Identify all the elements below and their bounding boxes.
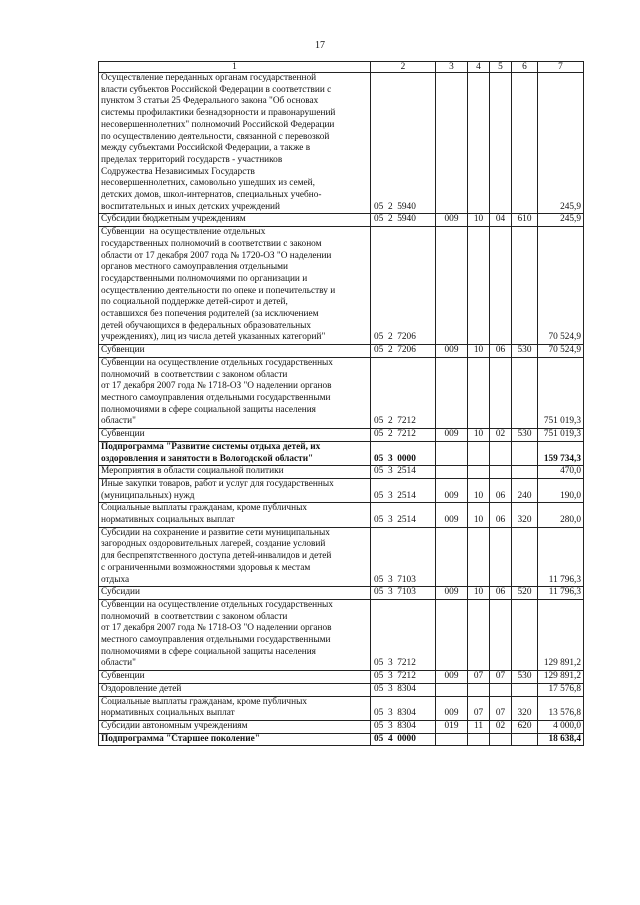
row-amount: 17 576,8 xyxy=(538,683,584,696)
header-col-1: 1 xyxy=(99,62,371,73)
row-target-code: 05 3 8304 xyxy=(371,696,436,720)
row-target-code: 05 3 0000 xyxy=(371,441,436,465)
row-section: 10 xyxy=(468,503,490,527)
table-row xyxy=(99,720,584,733)
row-expense-type xyxy=(512,357,538,428)
row-section xyxy=(468,227,490,345)
row-amount: 129 891,2 xyxy=(538,599,584,670)
row-section xyxy=(468,733,490,746)
row-section xyxy=(468,527,490,587)
row-ministry-code xyxy=(436,441,468,465)
row-section: 11 xyxy=(468,720,490,733)
row-expense-type xyxy=(512,599,538,670)
row-expense-type: 530 xyxy=(512,671,538,684)
table-row xyxy=(99,73,584,214)
row-subsection: 06 xyxy=(490,503,512,527)
row-description: Подпрограмма "Старшее поколение" xyxy=(99,733,371,746)
row-target-code: 05 2 5940 xyxy=(371,73,436,214)
row-ministry-code: 009 xyxy=(436,587,468,600)
row-description: Субвенции на осуществление отдельных государственных полномочий в соответствии с законом области от 17 декабря 2007 года № 1718-ОЗ "О наделении органов местного самоуправления отдельными государственными полномочиями в сфере социальной защиты населения области" xyxy=(99,357,371,428)
row-target-code: 05 3 7103 xyxy=(371,587,436,600)
row-target-code: 05 2 5940 xyxy=(371,214,436,227)
table-row xyxy=(99,466,584,479)
row-section: 10 xyxy=(468,345,490,358)
header-col-7: 7 xyxy=(538,62,584,73)
table-row xyxy=(99,733,584,746)
row-expense-type xyxy=(512,73,538,214)
row-description: Субвенции xyxy=(99,345,371,358)
row-section: 10 xyxy=(468,429,490,442)
row-amount: 245,9 xyxy=(538,214,584,227)
row-section: 07 xyxy=(468,671,490,684)
row-amount: 70 524,9 xyxy=(538,227,584,345)
page-number: 17 xyxy=(315,40,325,51)
row-expense-type xyxy=(512,441,538,465)
row-description: Субсидии xyxy=(99,587,371,600)
row-description: Социальные выплаты гражданам, кроме публичных нормативных социальных выплат xyxy=(99,503,371,527)
row-expense-type xyxy=(512,733,538,746)
row-ministry-code xyxy=(436,683,468,696)
row-section: 07 xyxy=(468,696,490,720)
table-row xyxy=(99,345,584,358)
row-target-code: 05 3 7103 xyxy=(371,527,436,587)
row-description: Мероприятия в области социальной политики xyxy=(99,466,371,479)
row-section: 10 xyxy=(468,587,490,600)
row-expense-type xyxy=(512,227,538,345)
row-subsection xyxy=(490,466,512,479)
row-ministry-code: 009 xyxy=(436,503,468,527)
table-row xyxy=(99,599,584,670)
row-description: Субвенции на осуществление отдельных государственных полномочий в соответствии с законом области от 17 декабря 2007 года № 1718-ОЗ "О наделении органов местного самоуправления отдельными государственными полномочиями в сфере социальной защиты населения области" xyxy=(99,599,371,670)
row-section xyxy=(468,357,490,428)
table-row xyxy=(99,587,584,600)
row-section xyxy=(468,73,490,214)
row-expense-type xyxy=(512,466,538,479)
row-section xyxy=(468,441,490,465)
row-section: 10 xyxy=(468,214,490,227)
row-description: Оздоровление детей xyxy=(99,683,371,696)
row-expense-type xyxy=(512,683,538,696)
row-target-code: 05 3 2514 xyxy=(371,478,436,502)
row-section xyxy=(468,599,490,670)
row-amount: 70 524,9 xyxy=(538,345,584,358)
row-amount: 11 796,3 xyxy=(538,527,584,587)
table-row xyxy=(99,227,584,345)
row-description: Субвенции xyxy=(99,429,371,442)
row-subsection: 06 xyxy=(490,587,512,600)
row-description: Субсидии на сохранение и развитие сети муниципальных загородных оздоровительных лагерей, создание условий для беспрепятственного доступа детей-инвалидов и детей с ограниченными возможностями здоровья к местам отдыха xyxy=(99,527,371,587)
row-target-code: 05 4 0000 xyxy=(371,733,436,746)
row-ministry-code: 019 xyxy=(436,720,468,733)
row-ministry-code xyxy=(436,357,468,428)
row-target-code: 05 3 2514 xyxy=(371,466,436,479)
table-row xyxy=(99,671,584,684)
row-ministry-code xyxy=(436,599,468,670)
row-expense-type: 240 xyxy=(512,478,538,502)
table-row xyxy=(99,503,584,527)
row-amount: 11 796,3 xyxy=(538,587,584,600)
row-target-code: 05 3 2514 xyxy=(371,503,436,527)
row-target-code: 05 2 7212 xyxy=(371,429,436,442)
table-row xyxy=(99,429,584,442)
row-target-code: 05 3 7212 xyxy=(371,599,436,670)
row-expense-type: 530 xyxy=(512,429,538,442)
row-description: Иные закупки товаров, работ и услуг для государственных (муниципальных) нужд xyxy=(99,478,371,502)
header-col-3: 3 xyxy=(436,62,468,73)
row-subsection xyxy=(490,357,512,428)
table-row xyxy=(99,527,584,587)
header-col-4: 4 xyxy=(468,62,490,73)
row-target-code: 05 3 8304 xyxy=(371,683,436,696)
header-col-2: 2 xyxy=(371,62,436,73)
row-description: Социальные выплаты гражданам, кроме публичных нормативных социальных выплат xyxy=(99,696,371,720)
row-amount: 18 638,4 xyxy=(538,733,584,746)
row-subsection xyxy=(490,599,512,670)
row-subsection xyxy=(490,227,512,345)
row-amount: 280,0 xyxy=(538,503,584,527)
row-subsection: 02 xyxy=(490,429,512,442)
row-subsection xyxy=(490,527,512,587)
table-row xyxy=(99,478,584,502)
row-ministry-code xyxy=(436,527,468,587)
row-amount: 13 576,8 xyxy=(538,696,584,720)
row-description: Подпрограмма "Развитие системы отдыха детей, их оздоровления и занятости в Вологодской области" xyxy=(99,441,371,465)
header-col-6: 6 xyxy=(512,62,538,73)
row-ministry-code xyxy=(436,73,468,214)
row-subsection: 07 xyxy=(490,696,512,720)
row-expense-type: 520 xyxy=(512,587,538,600)
row-ministry-code: 009 xyxy=(436,696,468,720)
budget-table xyxy=(98,61,584,746)
row-expense-type xyxy=(512,527,538,587)
row-ministry-code: 009 xyxy=(436,429,468,442)
row-subsection: 06 xyxy=(490,478,512,502)
row-description: Субвенции xyxy=(99,671,371,684)
row-amount: 159 734,3 xyxy=(538,441,584,465)
row-expense-type: 620 xyxy=(512,720,538,733)
row-target-code: 05 2 7212 xyxy=(371,357,436,428)
row-expense-type: 320 xyxy=(512,696,538,720)
row-subsection xyxy=(490,73,512,214)
row-target-code: 05 3 7212 xyxy=(371,671,436,684)
table-row xyxy=(99,214,584,227)
row-amount: 245,9 xyxy=(538,73,584,214)
row-subsection: 06 xyxy=(490,345,512,358)
row-ministry-code: 009 xyxy=(436,345,468,358)
table-row xyxy=(99,441,584,465)
row-amount: 4 000,0 xyxy=(538,720,584,733)
row-amount: 470,0 xyxy=(538,466,584,479)
table-row xyxy=(99,357,584,428)
row-description: Осуществление переданных органам государственной власти субъектов Российской Федерации в соответствии с пунктом 3 статьи 25 Федерального закона "Об основах системы профилактики безнадзорности и правонарушений несовершеннолетних" полномочий Российской Федерации по осуществлению деятельности, связанной с перевозкой между субъектами Российской Федерации, а также в пределах территорий государств - участников Содружества Независимых Государств несовершеннолетних, самовольно ушедших из семей, детских домов, школ-интернатов, специальных учебно- воспитательных и иных детских учреждений xyxy=(99,73,371,214)
row-ministry-code xyxy=(436,466,468,479)
row-description: Субвенции на осуществление отдельных государственных полномочий в соответствии с законом области от 17 декабря 2007 года № 1720-ОЗ "О наделении органов местного самоуправления отдельными государственными полномочиями по организации и осуществлению деятельности по опеке и попечительству и по социальной поддержке детей-сирот и детей, оставшихся без попечения родителей (за исключением детей обучающихся в федеральных образовательных учреждениях), лиц из числа детей указанных категорий" xyxy=(99,227,371,345)
row-ministry-code: 009 xyxy=(436,214,468,227)
table-row xyxy=(99,696,584,720)
row-amount: 190,0 xyxy=(538,478,584,502)
header-row xyxy=(99,62,584,73)
row-ministry-code xyxy=(436,227,468,345)
row-subsection: 04 xyxy=(490,214,512,227)
row-amount: 751 019,3 xyxy=(538,429,584,442)
row-section xyxy=(468,683,490,696)
row-expense-type: 530 xyxy=(512,345,538,358)
row-subsection: 02 xyxy=(490,720,512,733)
row-target-code: 05 2 7206 xyxy=(371,345,436,358)
row-subsection: 07 xyxy=(490,671,512,684)
header-col-5: 5 xyxy=(490,62,512,73)
row-description: Субсидии бюджетным учреждениям xyxy=(99,214,371,227)
row-section: 10 xyxy=(468,478,490,502)
row-section xyxy=(468,466,490,479)
row-ministry-code xyxy=(436,733,468,746)
row-target-code: 05 3 8304 xyxy=(371,720,436,733)
row-expense-type: 610 xyxy=(512,214,538,227)
row-subsection xyxy=(490,683,512,696)
row-subsection xyxy=(490,733,512,746)
row-ministry-code: 009 xyxy=(436,671,468,684)
row-amount: 751 019,3 xyxy=(538,357,584,428)
row-ministry-code: 009 xyxy=(436,478,468,502)
row-expense-type: 320 xyxy=(512,503,538,527)
row-subsection xyxy=(490,441,512,465)
row-description: Субсидии автономным учреждениям xyxy=(99,720,371,733)
row-amount: 129 891,2 xyxy=(538,671,584,684)
table-row xyxy=(99,683,584,696)
row-target-code: 05 2 7206 xyxy=(371,227,436,345)
